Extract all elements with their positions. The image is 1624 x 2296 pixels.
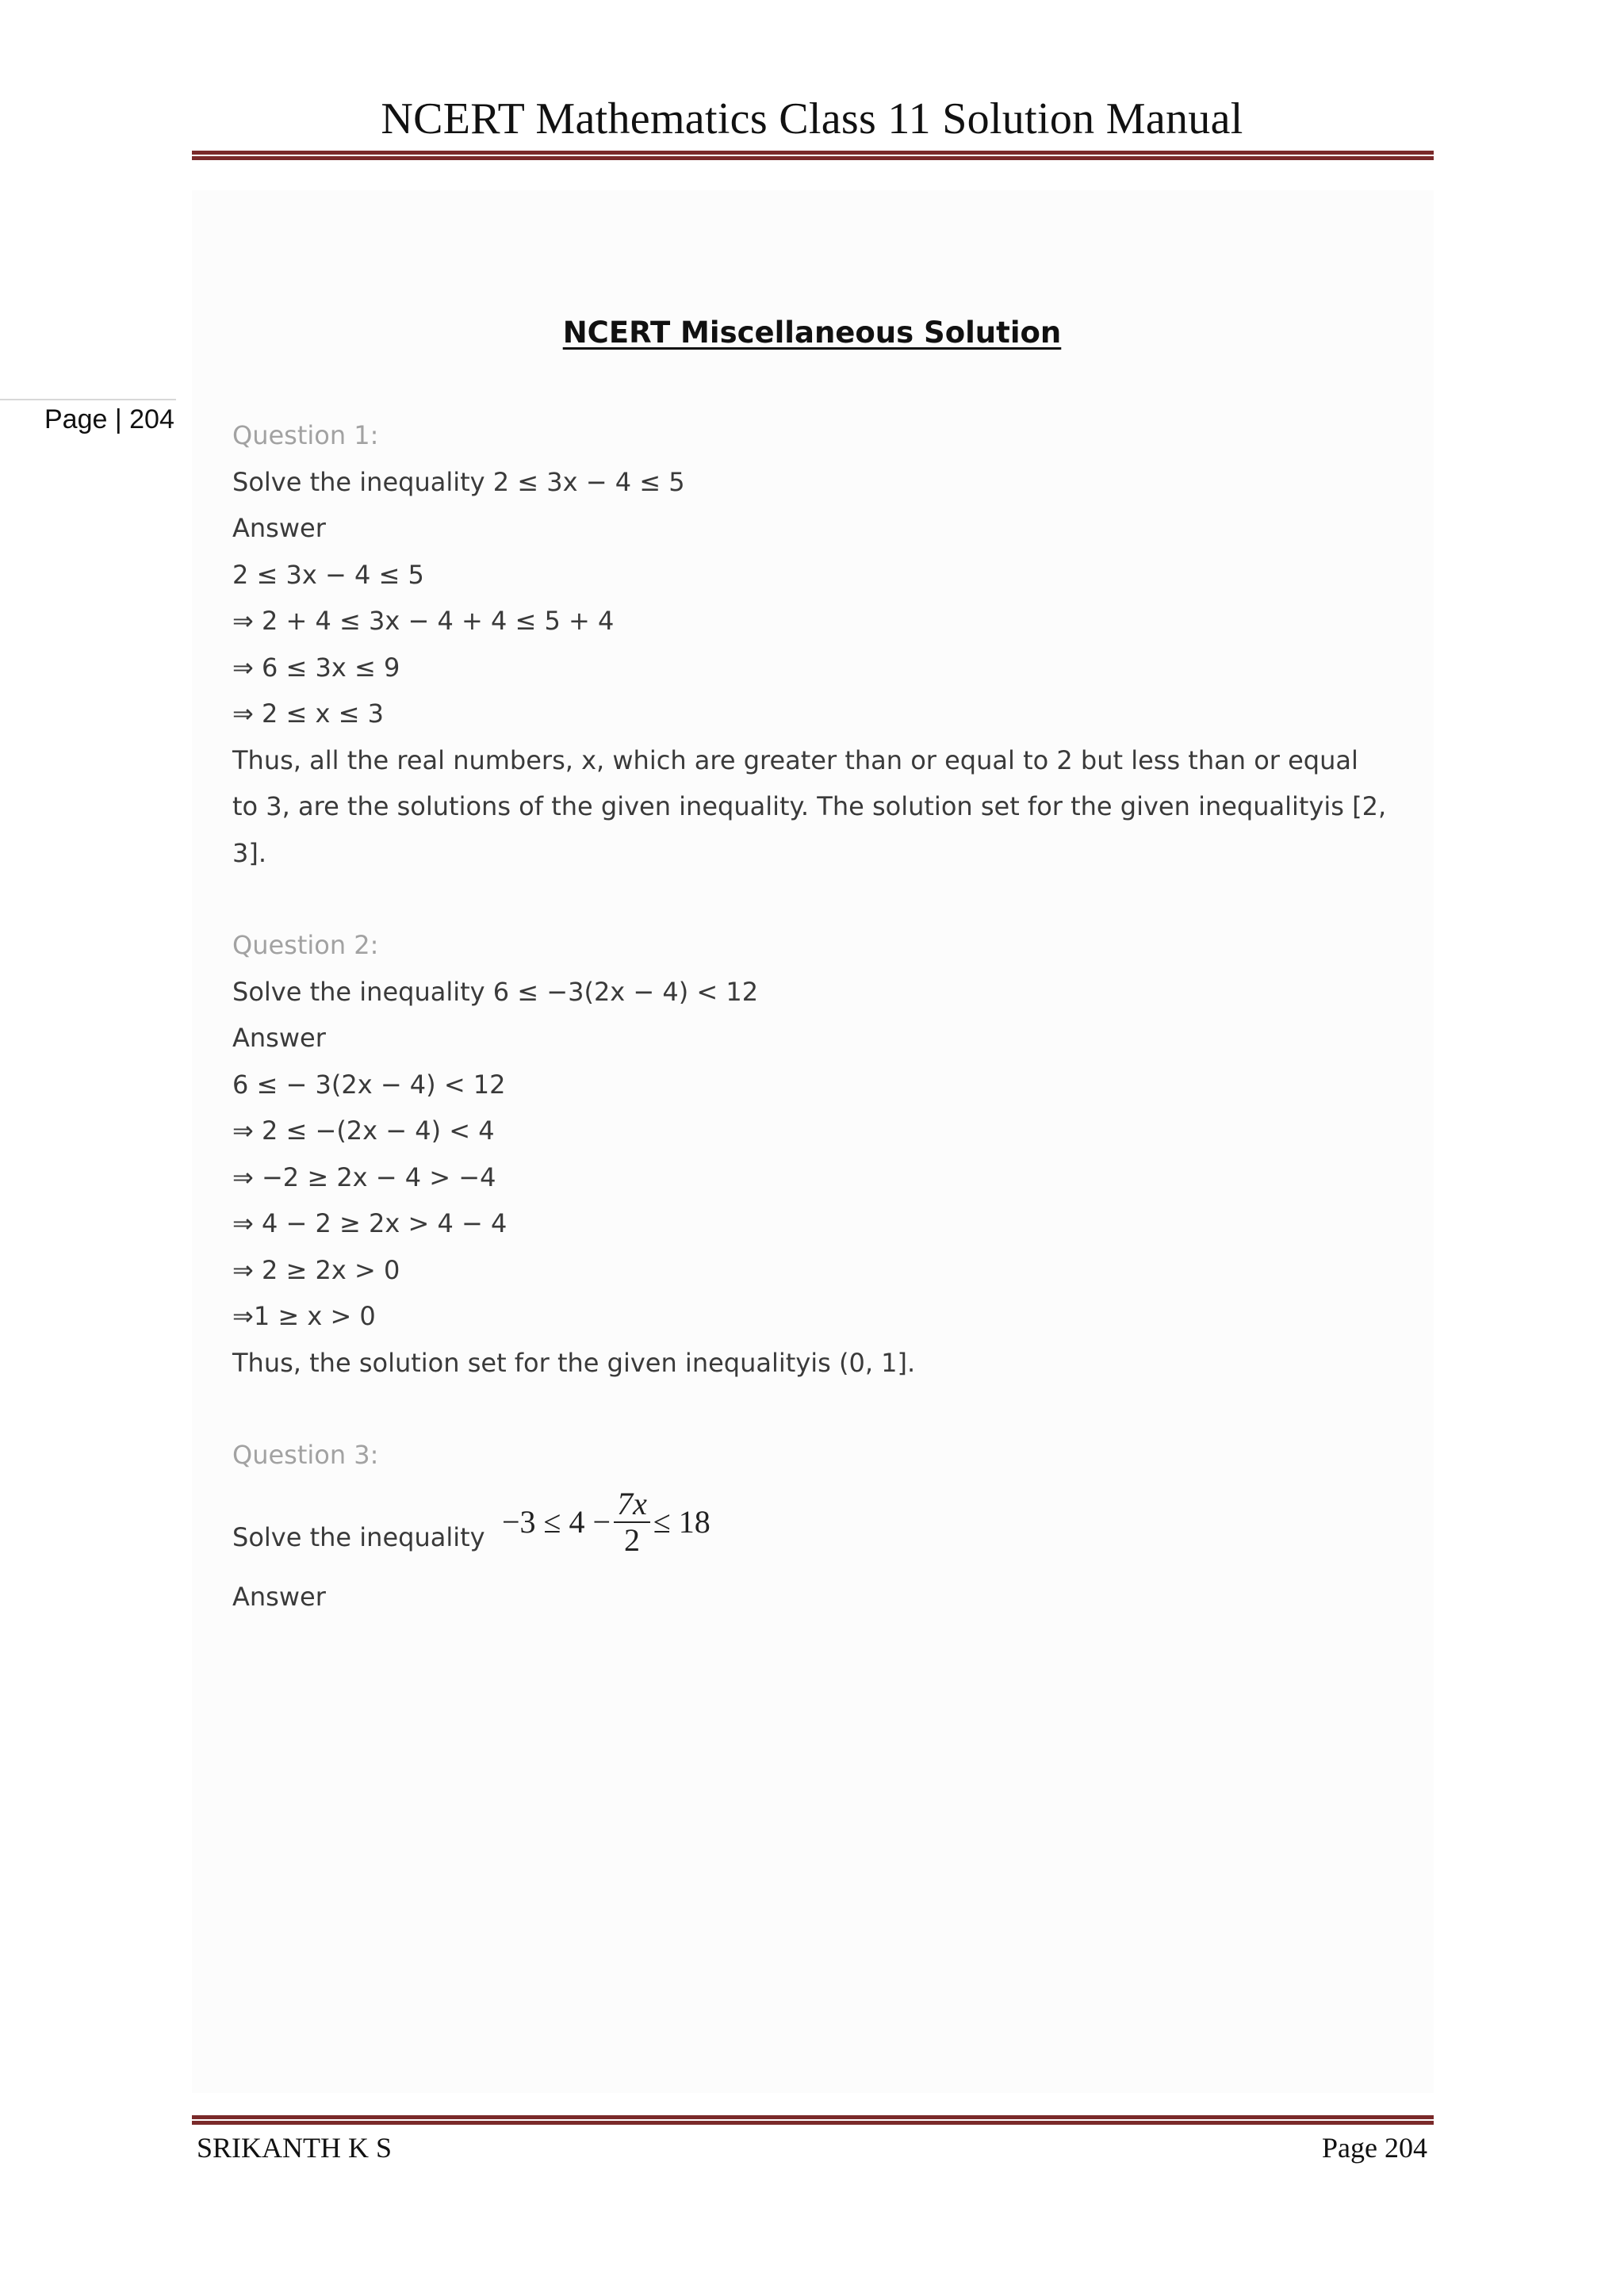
question-2-step: ⇒ −2 ≥ 2x − 4 > −4 (232, 1161, 496, 1192)
question-1-conclusion: Thus, all the real numbers, x, which are greater than or equal to 2 but less than or equal to 3, are the solutions of the given inequality. The solution set for the given inequalityis [2, 3]. (232, 744, 1387, 868)
question-1-step: ⇒ 6 ≤ 3x ≤ 9 (232, 652, 400, 683)
footer-rule (192, 2115, 1434, 2125)
question-3-heading: Question 3: (232, 1440, 379, 1470)
question-2-step: ⇒1 ≥ x > 0 (232, 1301, 376, 1331)
solution-content (232, 412, 1390, 1620)
header-rule (192, 151, 1434, 160)
document-header-title: NCERT Mathematics Class 11 Solution Manual (381, 94, 1243, 144)
question-2-conclusion: Thus, the solution set for the given inequalityis (0, 1]. (232, 1347, 916, 1378)
footer-author: SRIKANTH K S (197, 2132, 393, 2164)
formula-fraction (614, 1487, 650, 1558)
question-2-prompt: Solve the inequality 6 ≤ −3(2x − 4) < 12 (232, 976, 759, 1007)
side-page-number: Page | 204 (44, 404, 174, 434)
formula-numerator: 7x (614, 1487, 650, 1523)
page-tab-divider (0, 399, 176, 400)
question-2-step: 6 ≤ − 3(2x − 4) < 12 (232, 1069, 506, 1100)
question-1-prompt: Solve the inequality 2 ≤ 3x − 4 ≤ 5 (232, 466, 685, 497)
question-2-step: ⇒ 2 ≤ −(2x − 4) < 4 (232, 1115, 495, 1146)
formula-denominator: 2 (623, 1521, 640, 1558)
question-3-answer-label: Answer (232, 1581, 326, 1612)
question-2-step: ⇒ 4 − 2 ≥ 2x > 4 − 4 (232, 1208, 508, 1238)
section-title: NCERT Miscellaneous Solution (562, 316, 1062, 350)
question-1-step: ⇒ 2 ≤ x ≤ 3 (232, 698, 384, 729)
question-1-step: ⇒ 2 + 4 ≤ 3x − 4 + 4 ≤ 5 + 4 (232, 606, 615, 636)
question-3-prompt-row (232, 1479, 1390, 1574)
question-2-heading: Question 2: (232, 930, 379, 960)
question-1-heading: Question 1: (232, 420, 379, 450)
footer-page-number: Page 204 (1322, 2132, 1427, 2164)
question-3-formula (502, 1479, 710, 1566)
formula-left: −3 ≤ 4 − (502, 1504, 611, 1540)
question-3-prompt: Solve the inequality (232, 1521, 485, 1552)
formula-right: ≤ 18 (653, 1504, 710, 1540)
question-1-answer-label: Answer (232, 513, 326, 543)
question-1-step: 2 ≤ 3x − 4 ≤ 5 (232, 559, 424, 590)
question-2-step: ⇒ 2 ≥ 2x > 0 (232, 1254, 400, 1285)
question-2-answer-label: Answer (232, 1023, 326, 1053)
